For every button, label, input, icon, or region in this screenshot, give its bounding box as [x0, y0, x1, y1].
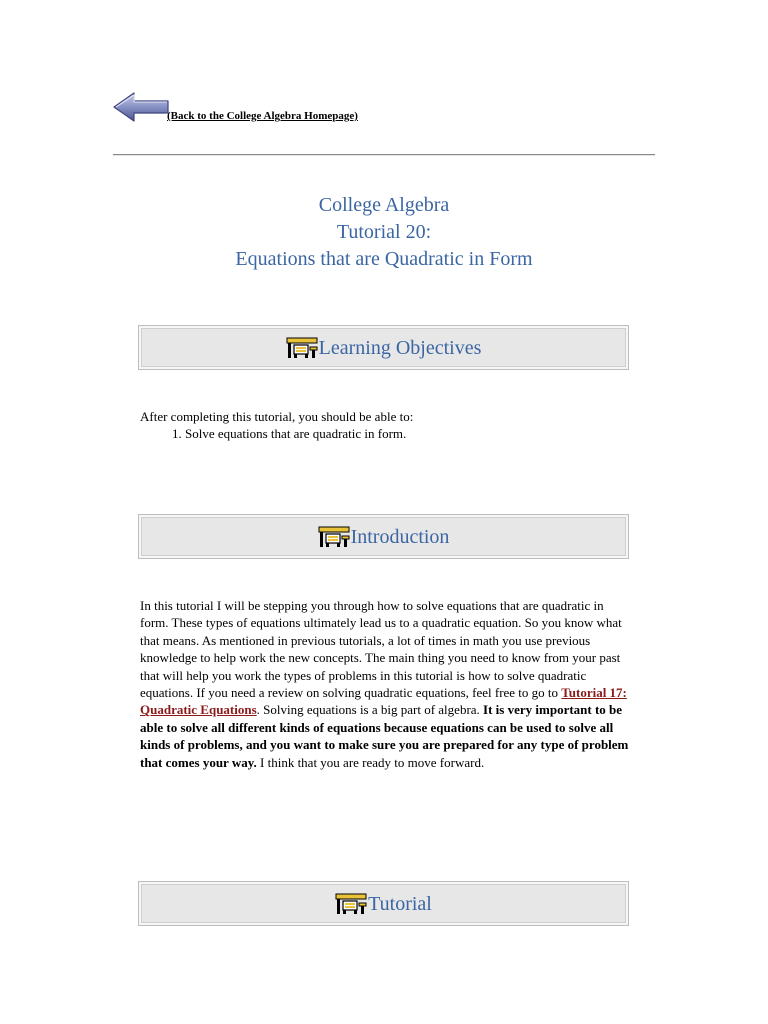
back-link-text[interactable]: (Back to the College Algebra Homepage): [167, 110, 358, 122]
desk-icon: [286, 337, 318, 359]
objectives-content: [140, 408, 630, 443]
section-header-introduction: [138, 514, 629, 559]
objectives-lead: After completing this tutorial, you should be able to:: [140, 409, 414, 424]
desk-icon: [335, 893, 367, 915]
title-line-3: Equations that are Quadratic in Form: [235, 248, 533, 270]
intro-text-1: In this tutorial I will be stepping you through how to solve equations that are quadratic in form. These types of equations ultimately lead us to a quadratic equation. So you know what that means. As mentioned in previous tutorials, a lot of times in math you use previous knowledge to help work the new concepts. The main thing you need to know from your past that will help you work the types of problems in this tutorial is how to solve quadratic equations. If you need a review on solving quadratic equations, feel free to go to: [140, 598, 622, 701]
intro-text-2: . Solving equations is a big part of algebra.: [256, 702, 484, 718]
desk-icon: [318, 526, 350, 548]
tutorial-17-link[interactable]: Tutorial 17: Quadratic Equations: [140, 685, 627, 718]
intro-text-3: I think that you are ready to move forward.: [256, 754, 485, 770]
introduction-paragraph: [140, 597, 630, 771]
title-line-2: Tutorial 20:: [336, 221, 432, 243]
objectives-title: Learning Objectives: [318, 336, 482, 359]
page-title: [0, 192, 768, 273]
introduction-title: Introduction: [350, 525, 450, 548]
section-header-objectives: [138, 325, 629, 370]
back-link[interactable]: [112, 90, 412, 130]
objectives-list: [140, 425, 630, 442]
tutorial-title: Tutorial: [368, 892, 432, 915]
list-item: 1. Solve equations that are quadratic in form.: [185, 425, 630, 442]
title-line-1: College Algebra: [318, 194, 450, 216]
back-arrow-icon[interactable]: [112, 90, 170, 124]
section-header-tutorial: [138, 881, 629, 926]
divider: [113, 154, 655, 156]
intro-bold-text: It is very important to be able to solve all different kinds of equations because equations can be used to solve all kinds of problems, and you want to make sure you are prepared for any type of problem that comes your way.: [140, 702, 629, 770]
